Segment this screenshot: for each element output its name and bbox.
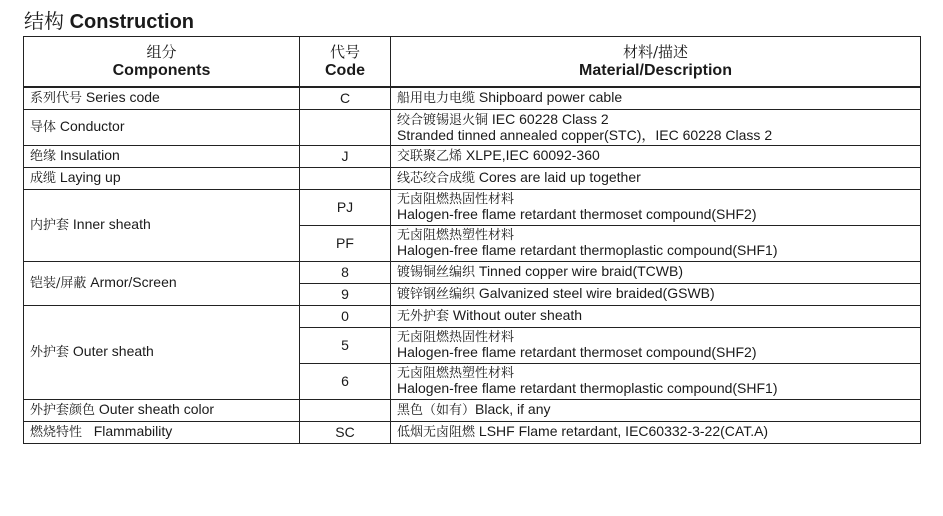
page-title	[24, 8, 194, 35]
header-code-zh: 代号	[329, 42, 360, 61]
component-zh: 系列代号	[30, 91, 83, 107]
table-row-series-code	[24, 87, 921, 109]
description-cell	[391, 421, 921, 443]
description-cell	[391, 225, 921, 261]
code-cell: 5	[300, 327, 391, 363]
description-cell	[391, 189, 921, 225]
code-cell: PJ	[300, 189, 391, 225]
description-cell	[391, 109, 921, 145]
table-row-laying-up	[24, 167, 921, 189]
header-components	[24, 37, 300, 88]
component-en: Outer sheath	[72, 343, 154, 359]
description-zh: 无卤阻燃热塑性材料	[397, 365, 515, 381]
component-cell	[24, 261, 300, 305]
header-material	[391, 37, 921, 88]
description-en: Shipboard power cable	[478, 89, 623, 106]
code-cell: 0	[300, 305, 391, 327]
description-cell	[391, 283, 921, 305]
component-zh: 导体	[30, 120, 57, 135]
description-line-1	[397, 112, 914, 128]
description-en: LSHF Flame retardant, IEC60332-3-22(CAT.A)	[478, 423, 769, 439]
description-en: Halogen-free flame retardant thermoset compound(SHF2)	[397, 205, 757, 222]
component-zh: 外护套颜色	[30, 403, 96, 418]
description-zh: 无卤阻燃热固性材料	[397, 329, 515, 345]
component-en: Inner sheath	[72, 216, 151, 232]
component-en: Insulation	[59, 147, 120, 163]
header-code	[300, 37, 391, 88]
component-cell	[24, 87, 300, 109]
component-zh: 外护套	[30, 345, 70, 360]
description-zh: 船用电力电缆	[397, 91, 476, 107]
description-zh: 镀锡铜丝编织	[397, 265, 476, 280]
component-cell	[24, 421, 300, 443]
description-en: Halogen-free flame retardant thermoset compound(SHF2)	[397, 343, 757, 360]
code-cell	[300, 399, 391, 421]
code-cell: PF	[300, 225, 391, 261]
table-row-armor-screen	[24, 261, 921, 283]
table-row-outer-sheath-color	[24, 399, 921, 421]
header-material-en: Material/Description	[579, 61, 732, 79]
description-en: Halogen-free flame retardant thermoplastic compound(SHF1)	[397, 379, 778, 396]
description-cell	[391, 145, 921, 167]
description-en: Black, if any	[475, 401, 551, 417]
description-line-2: Stranded tinned annealed copper(STC)，IEC 60228 Class 2	[397, 126, 773, 143]
title-chinese: 结构	[24, 9, 64, 33]
description-zh: 交联聚乙烯	[397, 149, 463, 164]
component-zh: 成缆	[30, 171, 57, 186]
code-cell: 6	[300, 363, 391, 399]
code-cell: 8	[300, 261, 391, 283]
description-zh: 镀锌钢丝编织	[397, 287, 476, 302]
description-zh: 低烟无卤阻燃	[397, 425, 476, 440]
table-row-flammability	[24, 421, 921, 443]
component-cell	[24, 109, 300, 145]
table-row-inner-sheath	[24, 189, 921, 225]
component-zh: 燃烧特性	[30, 425, 83, 440]
description-zh: 黑色（如有）	[397, 403, 476, 418]
component-cell	[24, 399, 300, 421]
header-row	[24, 37, 921, 88]
component-zh: 内护套	[30, 218, 70, 233]
description-cell	[391, 87, 921, 109]
table-row-insulation	[24, 145, 921, 167]
description-cell	[391, 327, 921, 363]
title-english: Construction	[69, 11, 194, 33]
description-zh: 无外护套	[397, 309, 450, 324]
component-zh: 铠装/屏蔽	[30, 276, 87, 291]
component-zh: 绝缘	[30, 149, 57, 164]
component-en: Laying up	[59, 169, 121, 185]
header-material-zh: 材料/描述	[622, 42, 689, 61]
code-cell	[300, 167, 391, 189]
description-zh: 无卤阻燃热固性材料	[397, 191, 515, 207]
component-en: Series code	[85, 89, 160, 106]
code-cell: SC	[300, 421, 391, 443]
construction-table	[23, 36, 921, 444]
description-en: Cores are laid up together	[478, 169, 641, 185]
description-zh: 线芯绞合成缆	[397, 171, 476, 186]
header-code-en: Code	[325, 61, 365, 79]
description-zh: 绞合镀锡退火铜	[397, 112, 489, 128]
table-row-outer-sheath	[24, 305, 921, 327]
description-en: Without outer sheath	[452, 307, 583, 323]
header-components-en: Components	[112, 61, 211, 79]
description-zh: 无卤阻燃热塑性材料	[397, 227, 515, 243]
code-cell	[300, 109, 391, 145]
component-cell	[24, 145, 300, 167]
component-cell	[24, 189, 300, 261]
component-cell	[24, 305, 300, 399]
table-row-conductor	[24, 109, 921, 145]
component-en: Outer sheath color	[98, 401, 215, 417]
description-cell	[391, 363, 921, 399]
description-cell	[391, 305, 921, 327]
code-cell: 9	[300, 283, 391, 305]
description-cell	[391, 399, 921, 421]
description-en: IEC 60228 Class 2	[491, 110, 609, 127]
component-en: Flammability	[93, 423, 173, 439]
header-components-zh: 组分	[146, 42, 177, 61]
description-en: Galvanized steel wire braided(GSWB)	[478, 285, 715, 301]
code-cell: C	[300, 87, 391, 109]
description-en: XLPE,IEC 60092-360	[465, 147, 600, 163]
description-cell	[391, 167, 921, 189]
component-cell	[24, 167, 300, 189]
description-en: Tinned copper wire braid(TCWB)	[478, 263, 684, 279]
code-cell: J	[300, 145, 391, 167]
component-en: Conductor	[59, 118, 125, 134]
component-en: Armor/Screen	[90, 274, 177, 290]
description-en: Halogen-free flame retardant thermoplastic compound(SHF1)	[397, 241, 778, 258]
description-cell	[391, 261, 921, 283]
